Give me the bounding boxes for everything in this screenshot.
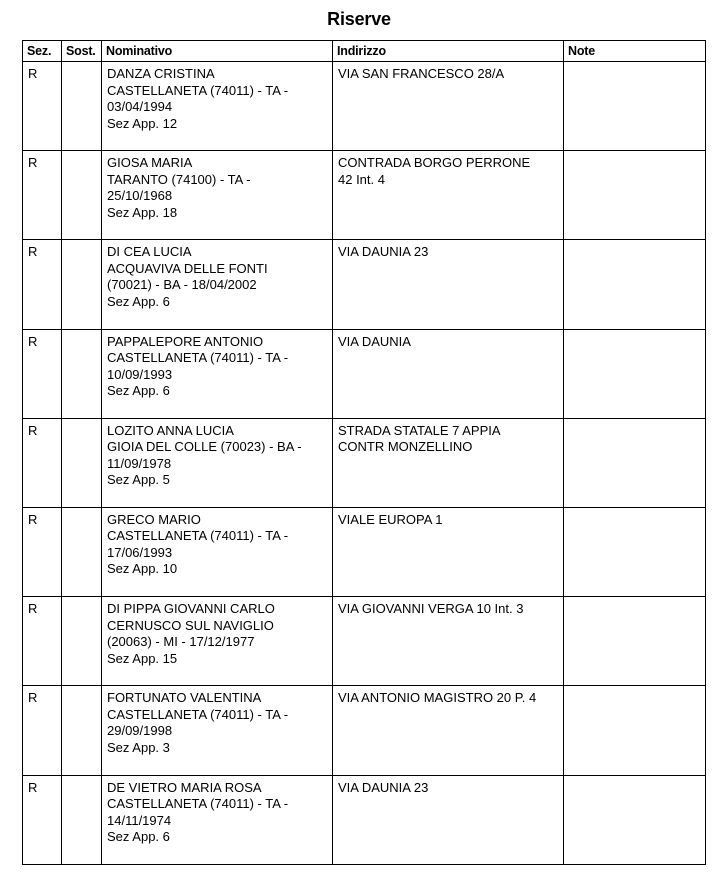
cell-note	[564, 418, 706, 507]
cell-sez: R	[23, 597, 62, 686]
cell-sez: R	[23, 686, 62, 775]
cell-nominativo-line: Sez App. 6	[107, 293, 170, 309]
table-row	[23, 151, 706, 240]
cell-sost	[62, 240, 102, 329]
cell-nominativo-line: TARANTO (74100) - TA -	[107, 171, 251, 187]
cell-nominativo-line: (70021) - BA - 18/04/2002	[107, 277, 257, 293]
header-note: Note	[564, 41, 706, 62]
table-row	[23, 329, 706, 418]
cell-nominativo	[102, 62, 333, 151]
cell-note	[564, 240, 706, 329]
cell-nominativo-line: CASTELLANETA (74011) - TA -	[107, 82, 289, 98]
cell-nominativo-line: GIOIA DEL COLLE (70023) - BA -	[107, 439, 302, 455]
cell-nominativo-line: CASTELLANETA (74011) - TA -	[107, 796, 289, 811]
cell-sost	[62, 151, 102, 240]
cell-sez: R	[23, 507, 62, 596]
cell-note	[564, 507, 706, 596]
cell-nominativo	[102, 597, 333, 686]
cell-nominativo-line: Sez App. 15	[107, 650, 178, 666]
cell-sost	[62, 507, 102, 596]
cell-note	[564, 597, 706, 686]
table-row	[23, 507, 706, 596]
cell-nominativo-line: Sez App. 18	[107, 204, 178, 220]
cell-nominativo-line: 25/10/1968	[107, 188, 173, 204]
cell-note	[564, 686, 706, 775]
cell-indirizzo-line: VIA GIOVANNI VERGA 10 Int. 3	[338, 601, 524, 617]
cell-sez: R	[23, 418, 62, 507]
cell-nominativo-line: GRECO MARIO	[107, 511, 201, 527]
cell-indirizzo	[333, 418, 564, 507]
cell-nominativo-line: CASTELLANETA (74011) - TA -	[107, 706, 289, 722]
cell-nominativo-line: CASTELLANETA (74011) - TA -	[107, 528, 289, 544]
cell-indirizzo	[333, 597, 564, 686]
riserve-table	[22, 40, 706, 865]
cell-nominativo-line: CASTELLANETA (74011) - TA -	[107, 350, 289, 366]
cell-nominativo-line: DI CEA LUCIA	[107, 244, 192, 260]
header-sez: Sez.	[23, 41, 62, 62]
header-nominativo: Nominativo	[102, 41, 333, 62]
cell-nominativo-line: 17/06/1993	[107, 544, 173, 560]
header-indirizzo: Indirizzo	[333, 41, 564, 62]
cell-nominativo	[102, 775, 333, 864]
cell-sost	[62, 62, 102, 151]
table-row	[23, 62, 706, 151]
cell-nominativo-line: PAPPALEPORE ANTONIO	[107, 333, 264, 349]
cell-nominativo-line: Sez App. 6	[107, 829, 170, 844]
cell-nominativo-line: ACQUAVIVA DELLE FONTI	[107, 260, 268, 276]
cell-nominativo-line: 10/09/1993	[107, 366, 173, 382]
cell-nominativo-line: DANZA CRISTINA	[107, 66, 215, 81]
cell-nominativo-line: (20063) - MI - 17/12/1977	[107, 634, 255, 650]
cell-indirizzo-line: VIA DAUNIA 23	[338, 779, 429, 795]
cell-nominativo-line: FORTUNATO VALENTINA	[107, 690, 262, 706]
cell-nominativo-line: GIOSA MARIA	[107, 155, 193, 171]
cell-nominativo-line: Sez App. 5	[107, 472, 170, 488]
cell-nominativo-line: 11/09/1978	[107, 455, 172, 471]
cell-nominativo	[102, 329, 333, 418]
cell-indirizzo-line: 42 Int. 4	[338, 171, 385, 187]
table-row	[23, 686, 706, 775]
cell-sost	[62, 418, 102, 507]
table-body	[23, 62, 706, 865]
cell-nominativo	[102, 418, 333, 507]
cell-indirizzo-line: VIALE EUROPA 1	[338, 511, 443, 527]
table-row	[23, 775, 706, 864]
cell-indirizzo-line: STRADA STATALE 7 APPIA	[338, 422, 501, 438]
cell-nominativo-line: 29/09/1998	[107, 723, 173, 739]
cell-nominativo	[102, 151, 333, 240]
table-row	[23, 240, 706, 329]
cell-nominativo-line: Sez App. 12	[107, 115, 178, 131]
cell-sez: R	[23, 240, 62, 329]
cell-nominativo	[102, 686, 333, 775]
cell-indirizzo	[333, 62, 564, 151]
cell-indirizzo-line: VIA SAN FRANCESCO 28/A	[338, 66, 505, 81]
cell-indirizzo-line: VIA DAUNIA 23	[338, 244, 429, 260]
cell-sost	[62, 597, 102, 686]
cell-indirizzo	[333, 775, 564, 864]
cell-nominativo	[102, 240, 333, 329]
cell-sost	[62, 775, 102, 864]
cell-indirizzo	[333, 507, 564, 596]
cell-indirizzo-line: VIA DAUNIA	[338, 333, 411, 349]
cell-nominativo-line: DE VIETRO MARIA ROSA	[107, 779, 262, 795]
cell-sost	[62, 686, 102, 775]
cell-nominativo	[102, 507, 333, 596]
cell-indirizzo-line: VIA ANTONIO MAGISTRO 20 P. 4	[338, 690, 537, 706]
cell-nominativo-line: CERNUSCO SUL NAVIGLIO	[107, 617, 274, 633]
cell-nominativo-line: DI PIPPA GIOVANNI CARLO	[107, 601, 275, 617]
table-header-row	[23, 41, 706, 62]
cell-indirizzo	[333, 151, 564, 240]
table-row	[23, 418, 706, 507]
cell-sez: R	[23, 775, 62, 864]
cell-nominativo-line: Sez App. 10	[107, 561, 178, 577]
cell-nominativo-line: Sez App. 6	[107, 383, 170, 399]
cell-indirizzo	[333, 240, 564, 329]
header-sost: Sost.	[62, 41, 102, 62]
cell-nominativo-line: 14/11/1974	[107, 812, 172, 828]
cell-indirizzo-line: CONTR MONZELLINO	[338, 439, 473, 455]
cell-sez: R	[23, 151, 62, 240]
cell-nominativo-line: 03/04/1994	[107, 99, 173, 114]
table-row	[23, 597, 706, 686]
cell-note	[564, 62, 706, 151]
cell-sost	[62, 329, 102, 418]
cell-note	[564, 329, 706, 418]
page-title: Riserve	[327, 9, 391, 29]
cell-nominativo-line: LOZITO ANNA LUCIA	[107, 422, 234, 438]
cell-nominativo-line: Sez App. 3	[107, 739, 170, 755]
cell-note	[564, 151, 706, 240]
cell-note	[564, 775, 706, 864]
cell-sez: R	[23, 62, 62, 151]
cell-indirizzo	[333, 329, 564, 418]
cell-indirizzo-line: CONTRADA BORGO PERRONE	[338, 155, 531, 171]
cell-sez: R	[23, 329, 62, 418]
cell-indirizzo	[333, 686, 564, 775]
